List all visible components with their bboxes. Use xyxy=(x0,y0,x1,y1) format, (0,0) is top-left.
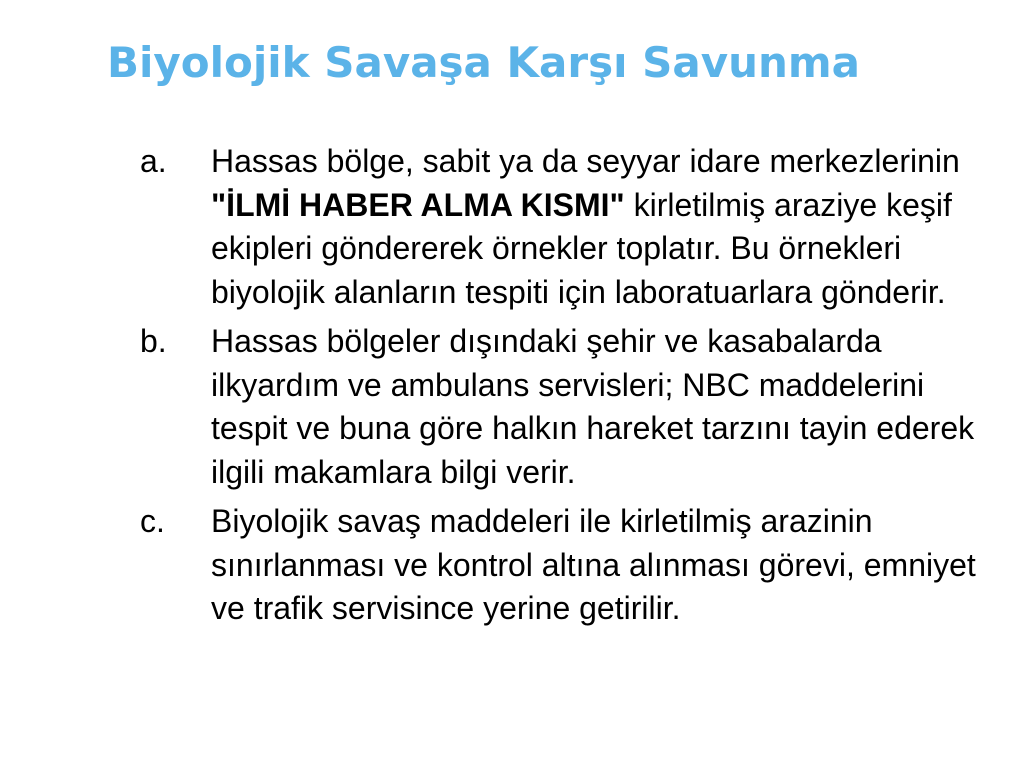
list-item-text: Hassas bölgeler dışındaki şehir ve kasabalarda ilkyardım ve ambulans servisleri; NBC maddelerini tespit ve buna göre halkın hareket tarzını tayin ederek ilgili makamlara bilgi verir. xyxy=(211,323,975,490)
list-item-text-after: kirletilmiş araziye keşif ekipleri göndererek örnekler toplatır. Bu örnekleri biyolojik alanların tespiti için laboratuarlara gönderir. xyxy=(211,186,952,310)
list-item-text xyxy=(211,140,1000,314)
list-item-c xyxy=(140,500,1000,631)
list-item-text: Biyolojik savaş maddeleri ile kirletilmiş arazinin sınırlanması ve kontrol altına alınması görevi, emniyet ve trafik servisince yerine getirilir. xyxy=(211,503,976,626)
list-item-a xyxy=(140,140,1000,314)
list-item-text-bold: "İLMİ HABER ALMA KISMI" xyxy=(211,186,625,223)
list-item-b xyxy=(140,320,1000,494)
list-item-text-before: Hassas bölge, sabit ya da seyyar idare merkezlerinin xyxy=(211,143,960,179)
list-marker: c. xyxy=(140,503,165,539)
bullet-list xyxy=(140,140,1000,637)
slide-title: Biyolojik Savaşa Karşı Savunma xyxy=(107,38,861,87)
list-marker: a. xyxy=(140,143,167,179)
list-marker: b. xyxy=(140,323,167,359)
